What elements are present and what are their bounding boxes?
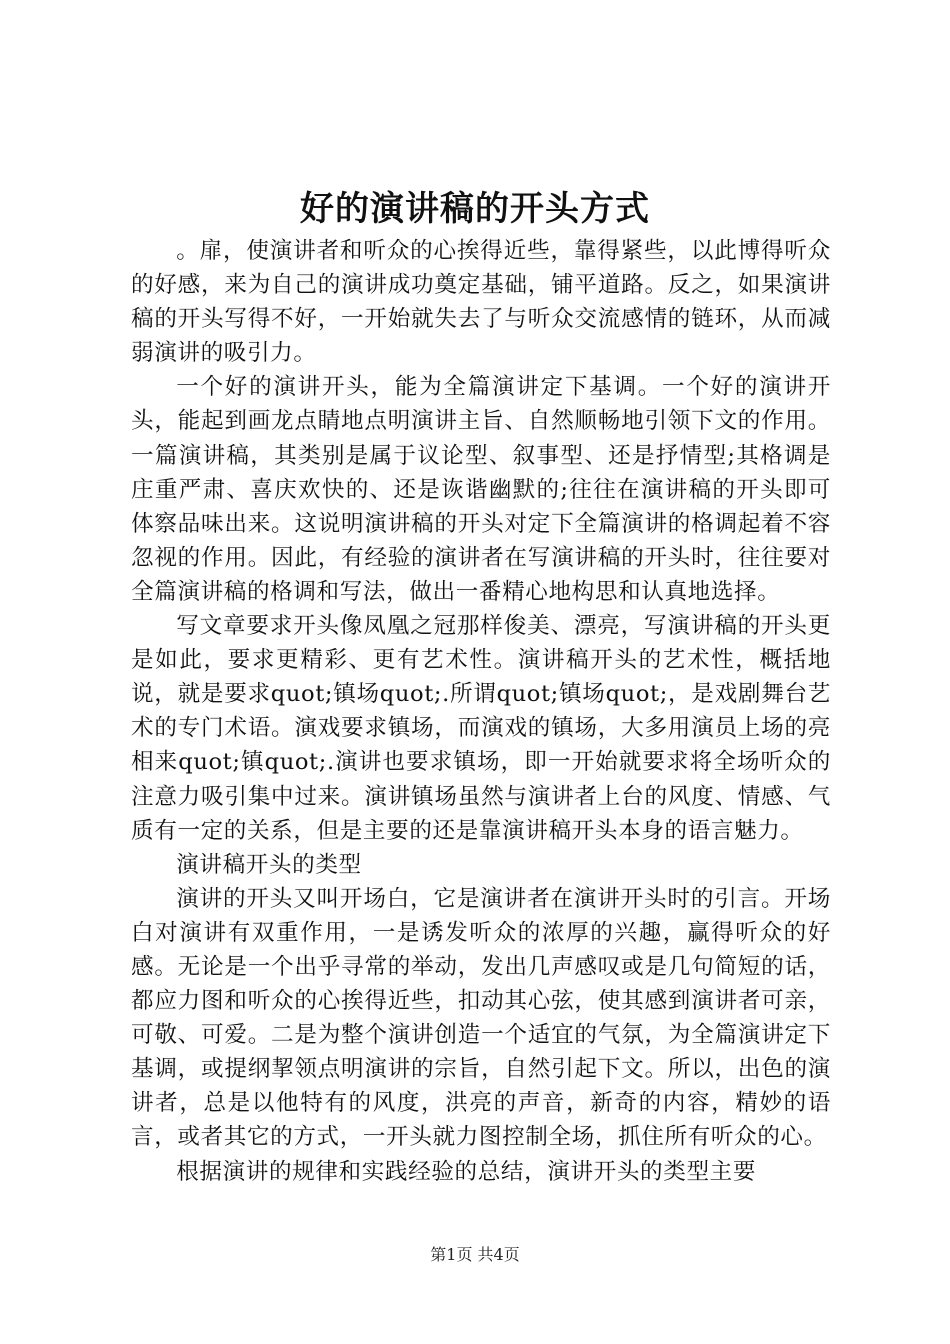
section-heading: 演讲稿开头的类型 xyxy=(176,851,362,878)
paragraph-5: 根据演讲的规律和实践经验的总结，演讲开头的类型主要 xyxy=(176,1158,757,1185)
page-number: 第1页 共4页 xyxy=(430,1245,520,1264)
paragraph-2: 一个好的演讲开头，能为全篇演讲定下基调。一个好的演讲开头，能起到画龙点睛地点明演讲主旨、自然顺畅地引领下文的作用。一篇演讲稿，其类别是属于议论型、叙事型、还是抒情型;其格调是庄重严肃、喜庆欢快的、还是诙谐幽默的;往往在演讲稿的开头即可体察品味出来。这说明演讲稿的开头对定下全篇演讲的格调起着不容忽视的作用。因此，有经验的演讲者在写演讲稿的开头时，往往要对全篇演讲稿的格调和写法，做出一番精心地构思和认真地选择。 xyxy=(131,374,831,605)
paragraph-4: 演讲的开头又叫开场白，它是演讲者在演讲开头时的引言。开场白对演讲有双重作用，一是诱发听众的浓厚的兴趣，赢得听众的好感。无论是一个出乎寻常的举动，发出几声感叹或是几句简短的话，都应力图和听众的心挨得近些，扣动其心弦，使其感到演讲者可亲，可敬、可爱。二是为整个演讲创造一个适宜的气氛，为全篇演讲定下基调，或提纲挈领点明演讲的宗旨，自然引起下文。所以，出色的演讲者，总是以他特有的风度，洪亮的声音，新奇的内容，精妙的语言，或者其它的方式，一开头就力图控制全场，抓住所有听众的心。 xyxy=(131,885,831,1151)
paragraph-3: 写文章要求开头像凤凰之冠那样俊美、漂亮，写演讲稿的开头更是如此，要求更精彩、更有艺术性。演讲稿开头的艺术性，概括地说，就是要求quot;镇场quot;.所谓quot;镇场quot;，是戏剧舞台艺术的专门术语。演戏要求镇场，而演戏的镇场，大多用演员上场的亮相来quot;镇quot;.演讲也要求镇场，即一开始就要求将全场听众的注意力吸引集中过来。演讲镇场虽然与演讲者上台的风度、情感、气质有一定的关系，但是主要的还是靠演讲稿开头本身的语言魅力。 xyxy=(131,613,831,844)
paragraph-1: 。扉，使演讲者和听众的心挨得近些，靠得紧些，以此博得听众的好感，来为自己的演讲成功奠定基础，铺平道路。反之，如果演讲稿的开头写得不好，一开始就失去了与听众交流感情的链环，从而减弱演讲的吸引力。 xyxy=(131,238,831,367)
document-body xyxy=(131,234,831,1189)
page-title: 好的演讲稿的开头方式 xyxy=(300,189,650,229)
